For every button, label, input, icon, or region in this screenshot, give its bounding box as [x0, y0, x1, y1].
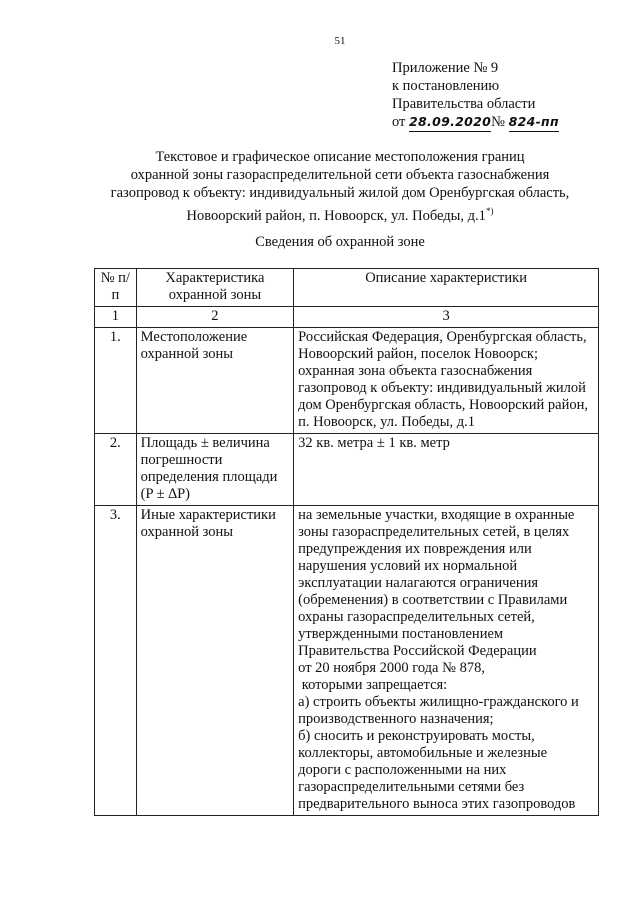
table-header-row — [95, 269, 599, 307]
row-characteristic: Иные характеристики охранной зоны — [136, 506, 294, 816]
title-line-4-text: Новоорский район, п. Новоорск, ул. Победы, д.1 — [186, 207, 486, 224]
description-line: (обременения) в соответствии с Правилами — [298, 592, 568, 608]
header-cell-description: Описание характеристики — [294, 269, 599, 307]
title-line-3: газопровод к объекту: индивидуальный жилой дом Оренбургская область, — [110, 185, 570, 201]
protection-zone-table — [94, 268, 599, 816]
description-line: утвержденными постановлением — [298, 626, 504, 642]
row-number: 2. — [95, 434, 137, 506]
column-number-3: 3 — [294, 307, 599, 328]
column-number-row — [95, 307, 599, 328]
row-description-list — [294, 506, 599, 816]
description-line: охраны газораспределительных сетей, — [298, 609, 535, 625]
description-line: а) строить объекты жилищно-гражданского и — [298, 694, 579, 710]
table-row — [95, 506, 599, 816]
appendix-date-line — [392, 113, 559, 132]
table-row — [95, 434, 599, 506]
description-line: зоны газораспределительных сетей, в целях — [298, 524, 570, 540]
description-line: которыми запрещается: — [298, 677, 448, 693]
row-description: 32 кв. метра ± 1 кв. метр — [294, 434, 599, 506]
description-line: коллекторы, автомобильные и железные — [298, 745, 548, 761]
title-line-2: охранной зоны газораспределительной сети объекта газоснабжения — [130, 167, 550, 183]
description-line: Правительства Российской Федерации — [298, 643, 537, 659]
description-line: от 20 ноября 2000 года № 878, — [298, 660, 485, 676]
appendix-line-2: к постановлению — [392, 78, 500, 94]
number-sign: № — [491, 114, 505, 130]
header-cell-number: № п/п — [95, 269, 137, 307]
header-cell-characteristic: Характеристика охранной зоны — [136, 269, 294, 307]
section-subtitle: Сведения об охранной зоне — [255, 234, 425, 250]
title-line-1: Текстовое и графическое описание местоположения границ — [155, 149, 525, 165]
description-line: производственного назначения; — [298, 711, 494, 727]
row-description: Российская Федерация, Оренбургская область, Новоорский район, поселок Новоорск; охранная зона объекта газоснабжения газопровод к объекту: индивидуальный жилой дом Оренбургская область, Новоорский район, п. Новоорск, ул. Победы, д.1 — [294, 328, 599, 434]
page-number: 51 — [334, 35, 346, 47]
footnote-mark: *) — [485, 206, 494, 216]
document-title — [60, 148, 620, 225]
row-number: 1. — [95, 328, 137, 434]
description-line: дороги с расположенными на них — [298, 762, 507, 778]
column-number-2: 2 — [136, 307, 294, 328]
handwritten-date: 28.09.2020 — [409, 113, 491, 132]
row-number: 3. — [95, 506, 137, 816]
handwritten-number: 824-пп — [509, 113, 559, 132]
date-prefix: от — [392, 114, 406, 130]
title-line-4 — [60, 202, 620, 225]
description-line: предупреждения их повреждения или — [298, 541, 532, 557]
description-line: эксплуатации налагаются ограничения — [298, 575, 539, 591]
description-line: газораспределительными сетями без — [298, 779, 525, 795]
appendix-block — [392, 59, 559, 132]
column-number-1: 1 — [95, 307, 137, 328]
description-line: предварительного выноса этих газопроводов — [298, 796, 576, 812]
description-line: на земельные участки, входящие в охранные — [298, 507, 575, 523]
table-row — [95, 328, 599, 434]
row-characteristic: Площадь ± величина погрешности определения площади (P ± ∆P) — [136, 434, 294, 506]
row-characteristic: Местоположение охранной зоны — [136, 328, 294, 434]
appendix-line-1: Приложение № 9 — [392, 60, 499, 76]
appendix-line-3: Правительства области — [392, 96, 536, 112]
description-line: б) сносить и реконструировать мосты, — [298, 728, 535, 744]
description-line: нарушения условий их нормальной — [298, 558, 518, 574]
